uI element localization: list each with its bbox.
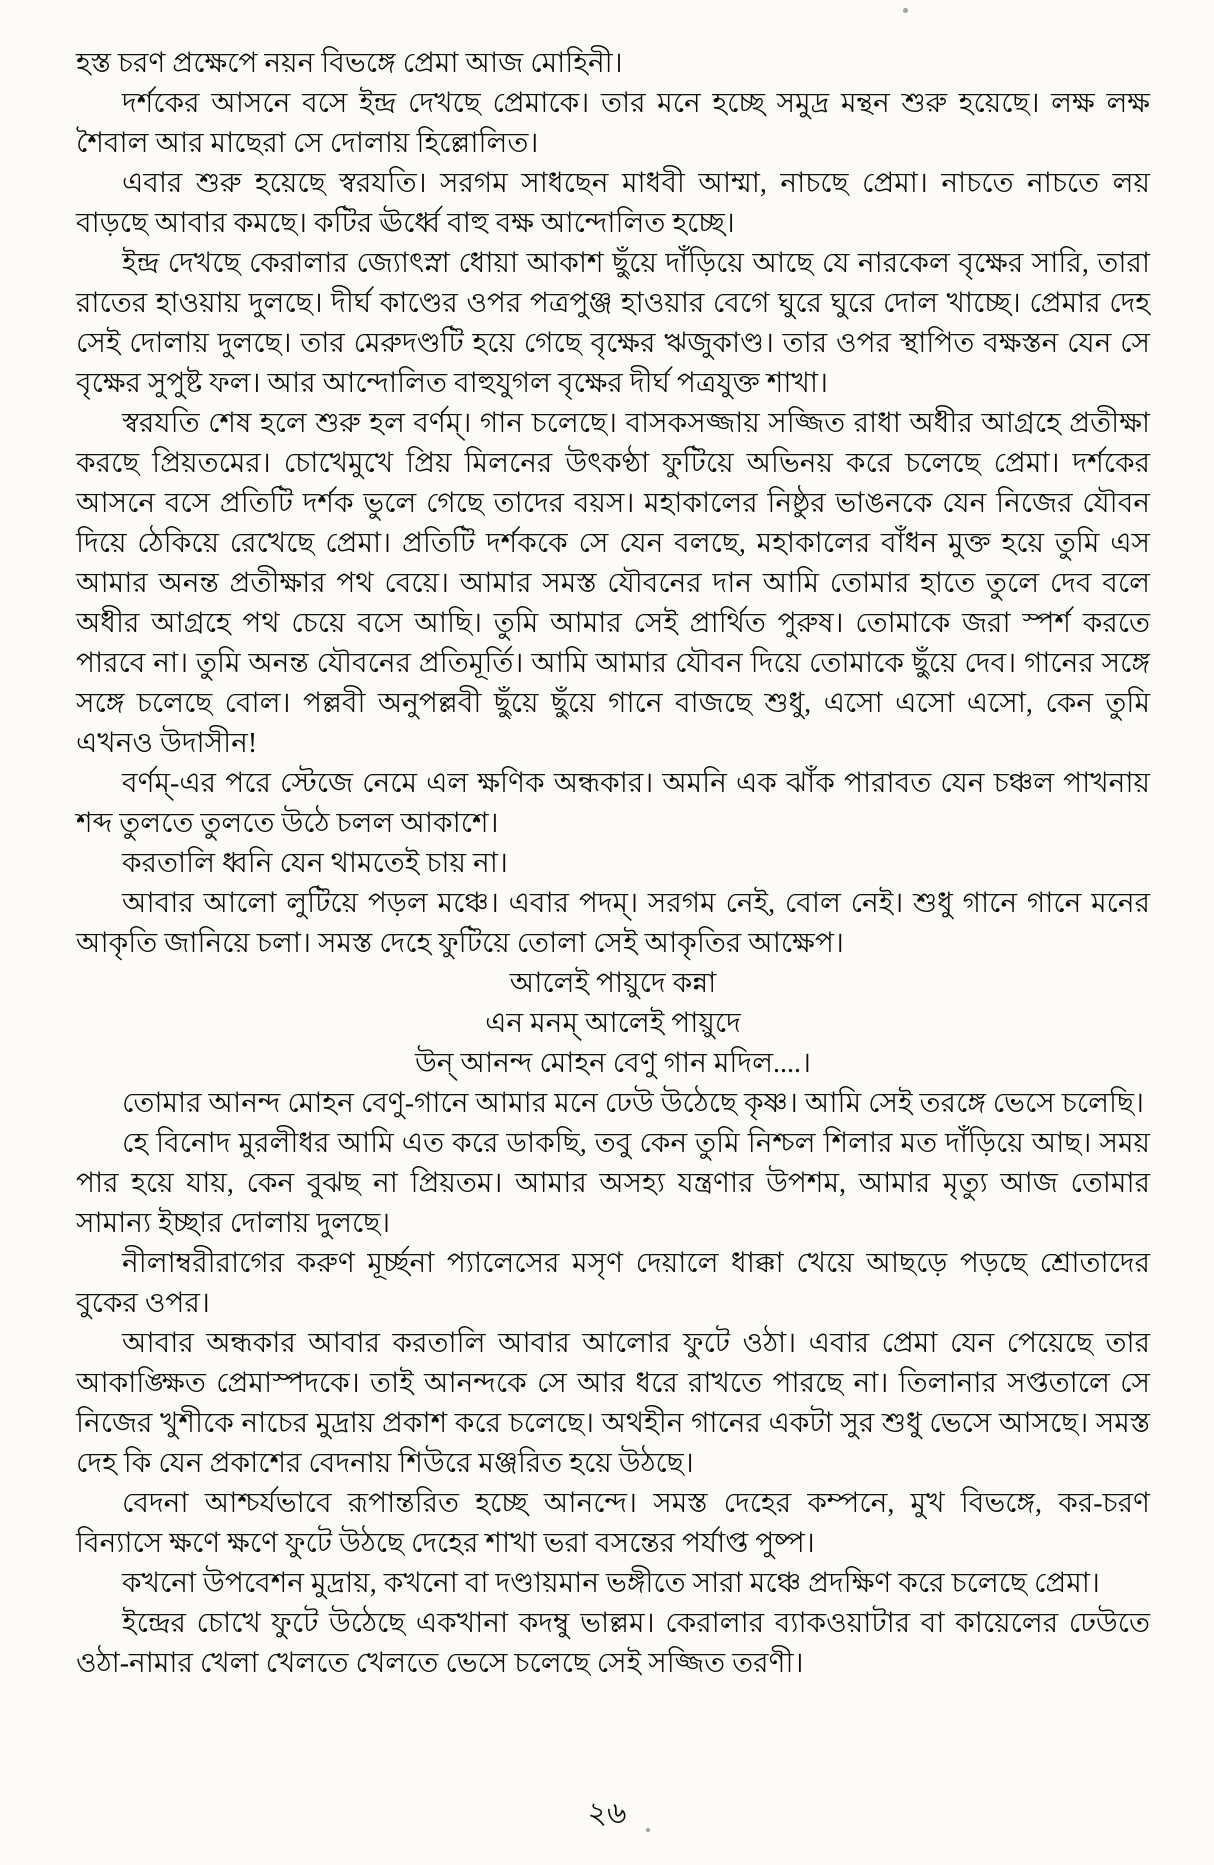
paragraph: হে বিনোদ মুরলীধর আমি এত করে ডাকছি, তবু কেন তুমি নিশ্চল শিলার মত দাঁড়িয়ে আছ। সময় পার হয়ে যায়, কেন বুঝছ না প্রিয়তম। আমার অসহ্য যন্ত্রণার উপশম, আমার মৃত্যু আজ তোমার সামান্য ইচ্ছার দোলায় দুলছে। bbox=[76, 1128, 1150, 1239]
scan-artifact-dot bbox=[903, 8, 908, 13]
paragraph: হস্ত চরণ প্রক্ষেপে নয়ন বিভঙ্গে প্রেমা আজ মোহিনী। bbox=[76, 48, 623, 79]
paragraph: ইন্দ্র দেখছে কেরালার জ্যোৎস্না ধোয়া আকাশ ছুঁয়ে দাঁড়িয়ে আছে যে নারকেল বৃক্ষের সারি, তারা রাতের হাওয়ায় দুলছে। দীর্ঘ কাণ্ডের ওপর পত্রপুঞ্জ হাওয়ার বেগে ঘুরে ঘুরে দোল খাচ্ছে। প্রেমার দেহ সেই দোলায় দুলছে। তার মেরুদণ্ডটি হয়ে গেছে বৃক্ষের ঋজুকাণ্ড। তার ওপর স্থাপিত বক্ষস্তন যেন সে বৃক্ষের সুপুষ্ট ফল। আর আন্দোলিত বাহুযুগল বৃক্ষের দীর্ঘ পত্রযুক্ত শাখা। bbox=[76, 248, 1150, 399]
paragraph: স্বরযতি শেষ হলে শুরু হল বর্ণম্‌। গান চলেছে। বাসকসজ্জায় সজ্জিত রাধা অধীর আগ্রহে প্রতীক্ষা করছে প্রিয়তমের। চোখেমুখে প্রিয় মিলনের উৎকণ্ঠা ফুটিয়ে অভিনয় করে চলেছে প্রেমা। দর্শকের আসনে বসে প্রতিটি দর্শক ভুলে গেছে তাদের বয়স। মহাকালের নিষ্ঠুর ভাঙনকে যেন নিজের যৌবন দিয়ে ঠেকিয়ে রেখেছে প্রেমা। প্রতিটি দর্শককে সে যেন বলছে, মহাকালের বাঁধন মুক্ত হয়ে তুমি এস আমার অনন্ত প্রতীক্ষার পথ বেয়ে। আমার সমস্ত যৌবনের দান আমি তোমার হাতে তুলে দেব বলে অধীর আগ্রহে পথ চেয়ে বসে আছি। তুমি আমার সেই প্রার্থিত পুরুষ। তোমাকে জরা স্পর্শ করতে পারবে না। তুমি অনন্ত যৌবনের প্রতিমূর্তি। আমি আমার যৌবন দিয়ে তোমাকে ছুঁয়ে দেব। গানের সঙ্গে সঙ্গে চলেছে বোল। পল্লবী অনুপল্লবী ছুঁয়ে ছুঁয়ে গানে বাজছে শুধু, এসো এসো এসো, কেন তুমি এখনও উদাসীন! bbox=[76, 408, 1150, 759]
paragraph: করতালি ধ্বনি যেন থামতেই চায় না। bbox=[122, 848, 508, 879]
verse-line: উন্‌ আনন্দ মোহন বেণু গান মদিল....। bbox=[414, 1048, 811, 1079]
paragraph: এবার শুরু হয়েছে স্বরযতি। সরগম সাধছেন মাধবী আম্মা, নাচছে প্রেমা। নাচতে নাচতে লয় বাড়ছে আবার কমছে। কটির ঊর্ধ্বে বাহু বক্ষ আন্দোলিত হচ্ছে। bbox=[76, 168, 1150, 239]
page-number: ২৬ bbox=[587, 1797, 627, 1830]
paragraph: বেদনা আশ্চর্যভাবে রূপান্তরিত হচ্ছে আনন্দে। সমস্ত দেহের কম্পনে, মুখ বিভঙ্গে, কর-চরণ বিন্যাসে ক্ষণে ক্ষণে ফুটে উঠছে দেহের শাখা ভরা বসন্তের পর্যাপ্ত পুষ্প। bbox=[76, 1488, 1150, 1559]
verse-line: এন মনম্‌ আলেই পায়ুদে bbox=[485, 1008, 741, 1039]
paragraph: ইন্দ্রের চোখে ফুটে উঠেছে একখানা কদম্বু ভাল্লম। কেরালার ব্যাকওয়াটার বা কায়েলের ঢেউতে ওঠা-নামার খেলা খেলতে খেলতে ভেসে চলেছে সেই সজ্জিত তরণী। bbox=[76, 1608, 1150, 1679]
paragraph: তোমার আনন্দ মোহন বেণু-গানে আমার মনে ঢেউ উঠেছে কৃষ্ণ। আমি সেই তরঙ্গে ভেসে চলেছি। bbox=[122, 1088, 1144, 1119]
paragraph: আবার আলো লুটিয়ে পড়ল মঞ্চে। এবার পদম্‌। সরগম নেই, বোল নেই। শুধু গানে গানে মনের আকৃতি জানিয়ে চলা। সমস্ত দেহে ফুটিয়ে তোলা সেই আকৃতির আক্ষেপ। bbox=[76, 888, 1150, 959]
paragraph: কখনো উপবেশন মুদ্রায়, কখনো বা দণ্ডায়মান ভঙ্গীতে সারা মঞ্চে প্রদক্ষিণ করে চলেছে প্রেমা। bbox=[122, 1568, 1100, 1599]
paragraph: আবার অন্ধকার আবার করতালি আবার আলোর ফুটে ওঠা। এবার প্রেমা যেন পেয়েছে তার আকাঙ্ক্ষিত প্রেমাস্পদকে। তাই আনন্দকে সে আর ধরে রাখতে পারছে না। তিলানার সপ্ততালে সে নিজের খুশীকে নাচের মুদ্রায় প্রকাশ করে চলেছে। অথহীন গানের একটা সুর শুধু ভেসে আসছে। সমস্ত দেহ কি যেন প্রকাশের বেদনায় শিউরে মঞ্জরিত হয়ে উঠছে। bbox=[76, 1328, 1150, 1479]
verse-line: আলেই পায়ুদে কন্না bbox=[509, 968, 717, 999]
paragraph: দর্শকের আসনে বসে ইন্দ্র দেখছে প্রেমাকে। তার মনে হচ্ছে সমুদ্র মন্থন শুরু হয়েছে। লক্ষ লক্ষ শৈবাল আর মাছেরা সে দোলায় হিল্লোলিত। bbox=[76, 88, 1150, 159]
paragraph: নীলাম্বরীরাগের করুণ মূর্চ্ছনা প্যালেসের মসৃণ দেয়ালে ধাক্কা খেয়ে আছড়ে পড়ছে শ্রোতাদের বুকের ওপর। bbox=[76, 1248, 1150, 1319]
paragraph: বর্ণম্‌-এর পরে স্টেজে নেমে এল ক্ষণিক অন্ধকার। অমনি এক ঝাঁক পারাবত যেন চঞ্চল পাখনায় শব্দ তুলতে তুলতে উঠে চলল আকাশে। bbox=[76, 768, 1150, 839]
